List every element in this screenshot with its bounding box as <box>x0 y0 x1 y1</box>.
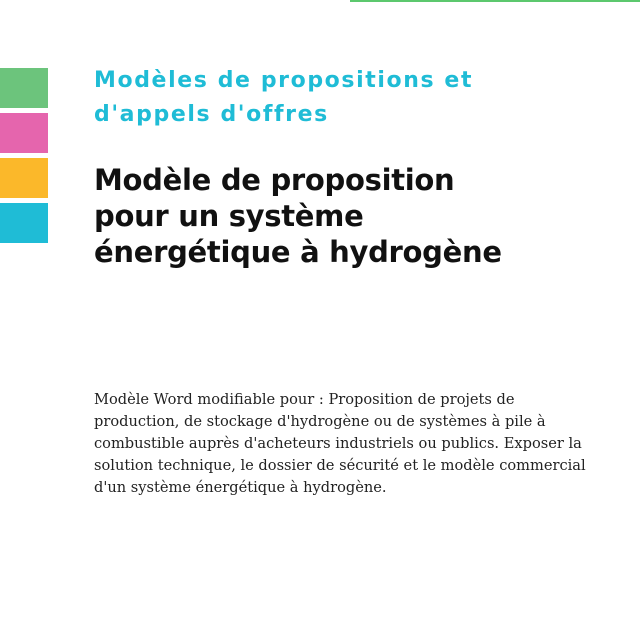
description-text: Modèle Word modifiable pour : Proposition de projets de production, de stockage d'hydrogène ou de systèmes à pile à combustible auprès d'acheteurs industriels ou publics. Exposer la solution technique, le dossier de sécurité et le modèle commercial d'un système énergétique à hydrogène. <box>94 391 586 496</box>
pink-accent-bar <box>0 113 48 153</box>
top-accent-line <box>350 0 640 2</box>
cyan-accent-bar <box>0 203 48 243</box>
green-accent-bar <box>0 68 48 108</box>
title-line-2: pour un système <box>94 199 364 233</box>
page-title <box>94 162 614 270</box>
yellow-accent-bar <box>0 158 48 198</box>
category-label: Modèles de propositions et d'appels d'offres <box>94 68 474 127</box>
title-line-1: Modèle de proposition <box>94 163 455 197</box>
title-line-3: énergétique à hydrogène <box>94 235 502 269</box>
